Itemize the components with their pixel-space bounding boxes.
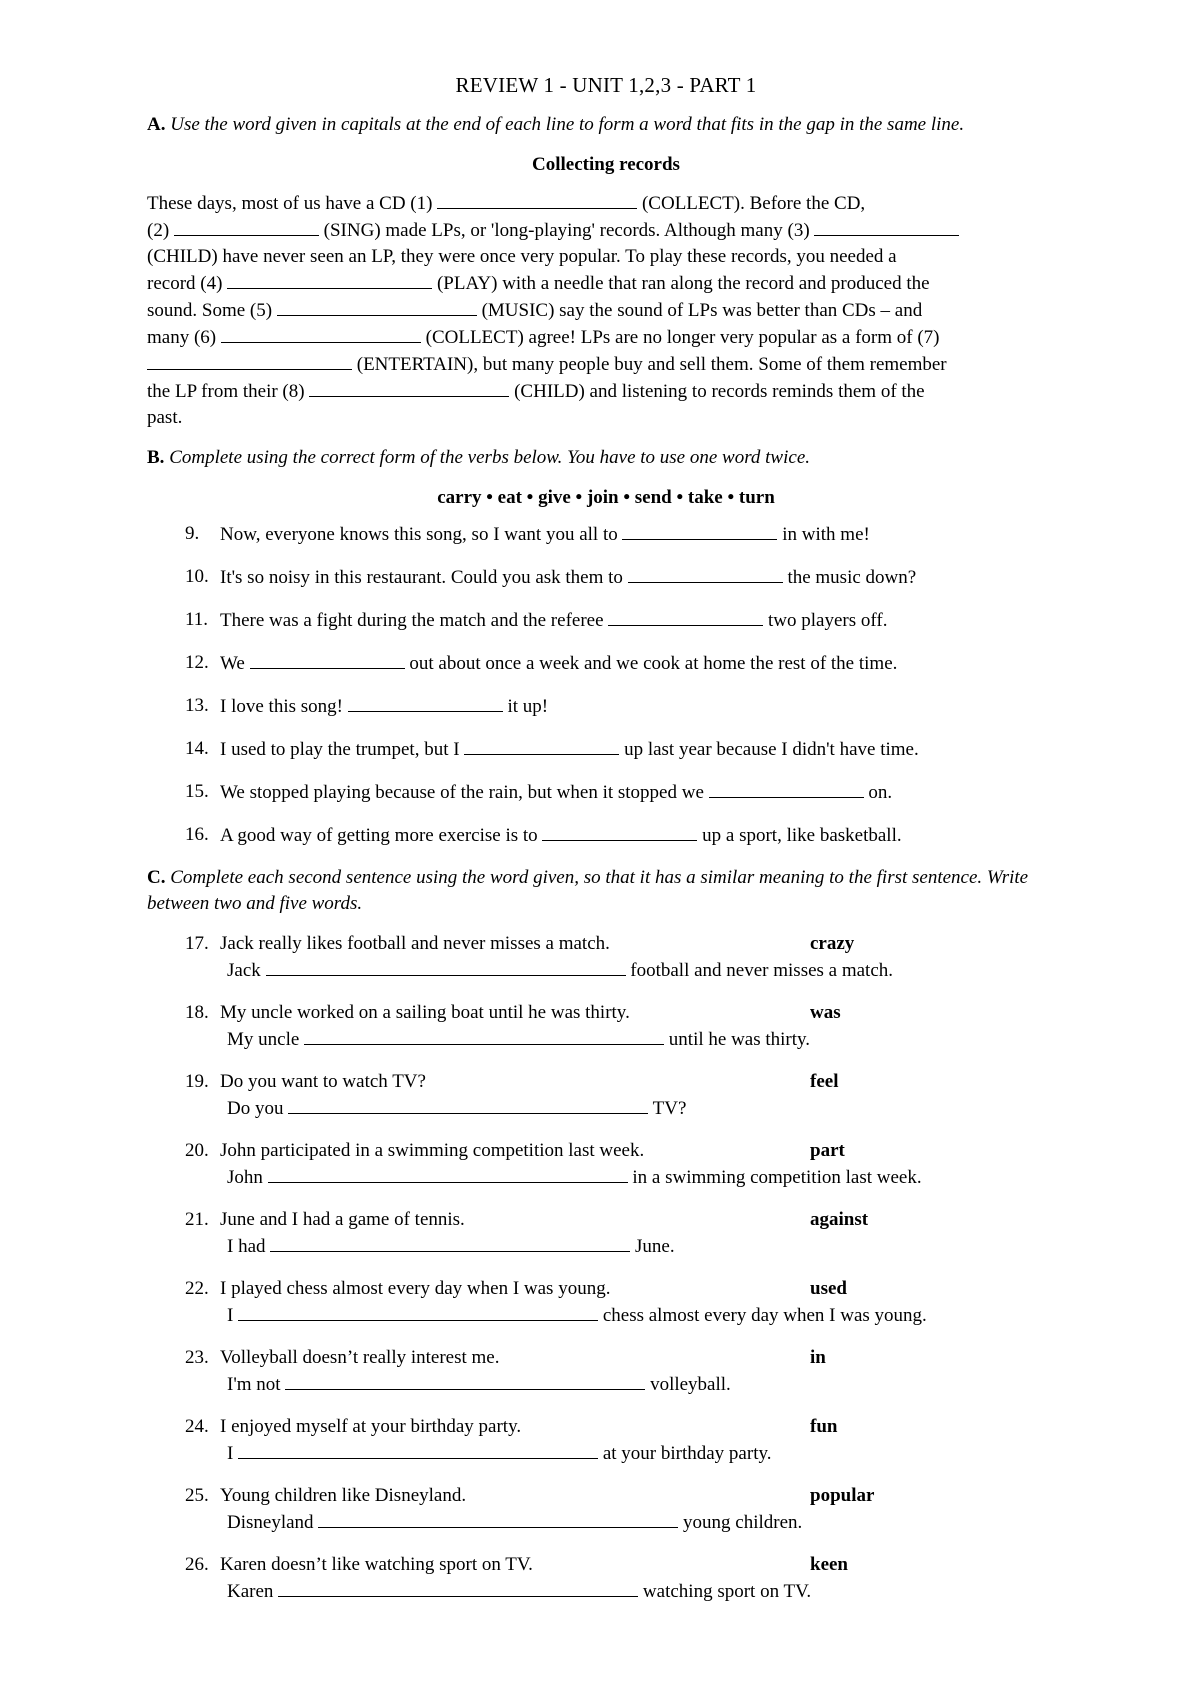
answer-blank[interactable] xyxy=(318,1509,678,1528)
question-number: 22. xyxy=(185,1278,209,1299)
question-number: 24. xyxy=(185,1416,209,1437)
rewrite-line: I at your birthday party. xyxy=(220,1440,1065,1467)
answer-blank[interactable] xyxy=(250,650,405,669)
answer-blank[interactable] xyxy=(238,1440,598,1459)
gap-7[interactable] xyxy=(147,351,352,370)
rewrite-line: I'm not volleyball. xyxy=(220,1371,1065,1398)
answer-blank[interactable] xyxy=(285,1371,645,1390)
gap-1[interactable] xyxy=(437,190,637,209)
question-19 xyxy=(185,1069,1065,1122)
answer-blank[interactable] xyxy=(542,822,697,841)
passage-line: (ENTERTAIN), but many people buy and sell them. Some of them remember xyxy=(147,351,1065,378)
question-25 xyxy=(185,1483,1065,1536)
question-13: 13. I love this song! it up! xyxy=(185,695,549,717)
question-24 xyxy=(185,1414,1065,1467)
section-a-instruction-text: Use the word given in capitals at the end of each line to form a word that fits in the gap in the same line. xyxy=(170,114,965,135)
rewrite-line: I chess almost every day when I was young. xyxy=(220,1302,1065,1329)
gap-3[interactable] xyxy=(814,217,959,236)
answer-blank[interactable] xyxy=(608,607,763,626)
passage-line: record (4) (PLAY) with a needle that ran along the record and produced the xyxy=(147,270,1065,297)
rewrite-line: Karen watching sport on TV. xyxy=(220,1578,1065,1605)
answer-blank[interactable] xyxy=(348,693,503,712)
passage xyxy=(147,190,1065,431)
passage-line: These days, most of us have a CD (1) (COLLECT). Before the CD, xyxy=(147,190,1065,217)
section-c-instruction-text: Complete each second sentence using the word given, so that it has a similar meaning to the first sentence. Write between two and five words. xyxy=(147,867,1029,914)
question-16: 16. A good way of getting more exercise is to up a sport, like basketball. xyxy=(185,824,902,846)
question-number: 25. xyxy=(185,1485,209,1506)
answer-blank[interactable] xyxy=(270,1233,630,1252)
question-15: 15. We stopped playing because of the rain, but when it stopped we on. xyxy=(185,781,893,803)
answer-blank[interactable] xyxy=(464,736,619,755)
original-sentence: Jack really likes football and never misses a match. xyxy=(220,933,610,954)
original-sentence: Do you want to watch TV? xyxy=(220,1071,426,1092)
original-sentence: My uncle worked on a sailing boat until he was thirty. xyxy=(220,1002,630,1023)
question-number: 23. xyxy=(185,1347,209,1368)
gap-6[interactable] xyxy=(221,324,421,343)
answer-blank[interactable] xyxy=(709,779,864,798)
section-c-items xyxy=(147,931,1065,1605)
key-word: used xyxy=(810,1278,847,1299)
question-number: 19. xyxy=(185,1071,209,1092)
question-17 xyxy=(185,931,1065,984)
question-20 xyxy=(185,1138,1065,1191)
question-22 xyxy=(185,1276,1065,1329)
original-sentence: Young children like Disneyland. xyxy=(220,1485,467,1506)
section-b-instruction-text: Complete using the correct form of the verbs below. You have to use one word twice. xyxy=(169,447,811,468)
answer-blank[interactable] xyxy=(304,1026,664,1045)
question-14: 14. I used to play the trumpet, but I up last year because I didn't have time. xyxy=(185,738,919,760)
rewrite-line: Jack football and never misses a match. xyxy=(220,957,1065,984)
answer-blank[interactable] xyxy=(278,1578,638,1597)
passage-line: (CHILD) have never seen an LP, they were once very popular. To play these records, you needed a xyxy=(147,246,897,267)
rewrite-line: Disneyland young children. xyxy=(220,1509,1065,1536)
question-number: 21. xyxy=(185,1209,209,1230)
question-number: 18. xyxy=(185,1002,209,1023)
original-sentence: I enjoyed myself at your birthday party. xyxy=(220,1416,522,1437)
question-9: 9. Now, everyone knows this song, so I want you all to in with me! xyxy=(185,523,870,545)
key-word: popular xyxy=(810,1485,875,1506)
gap-5[interactable] xyxy=(277,297,477,316)
original-sentence: I played chess almost every day when I was young. xyxy=(220,1278,611,1299)
key-word: fun xyxy=(810,1416,838,1437)
key-word: feel xyxy=(810,1071,839,1092)
question-10: 10. It's so noisy in this restaurant. Could you ask them to the music down? xyxy=(185,566,917,588)
key-word: was xyxy=(810,1002,841,1023)
key-word: keen xyxy=(810,1554,848,1575)
section-c-letter: C. xyxy=(147,867,166,888)
answer-blank[interactable] xyxy=(288,1095,648,1114)
original-sentence: June and I had a game of tennis. xyxy=(220,1209,465,1230)
key-word: in xyxy=(810,1347,826,1368)
answer-blank[interactable] xyxy=(622,521,777,540)
key-word: part xyxy=(810,1140,845,1161)
gap-4[interactable] xyxy=(227,270,432,289)
question-number: 26. xyxy=(185,1554,209,1575)
section-b-instruction xyxy=(147,445,1065,471)
verb-list: carry • eat • give • join • send • take • turn xyxy=(437,487,775,508)
answer-blank[interactable] xyxy=(268,1164,628,1183)
passage-title: Collecting records xyxy=(532,154,680,175)
question-21 xyxy=(185,1207,1065,1260)
page-title: REVIEW 1 - UNIT 1,2,3 - PART 1 xyxy=(455,73,757,97)
original-sentence: John participated in a swimming competition last week. xyxy=(220,1140,645,1161)
key-word: against xyxy=(810,1209,869,1230)
rewrite-line: Do you TV? xyxy=(220,1095,1065,1122)
original-sentence: Karen doesn’t like watching sport on TV. xyxy=(220,1554,533,1575)
answer-blank[interactable] xyxy=(628,564,783,583)
gap-8[interactable] xyxy=(309,378,509,397)
answer-blank[interactable] xyxy=(238,1302,598,1321)
section-c-instruction xyxy=(147,865,1065,917)
passage-line: (2) (SING) made LPs, or 'long-playing' records. Although many (3) xyxy=(147,217,1065,244)
passage-line: sound. Some (5) (MUSIC) say the sound of LPs was better than CDs – and xyxy=(147,297,1065,324)
section-b-letter: B. xyxy=(147,447,165,468)
section-b-items xyxy=(147,521,1065,849)
rewrite-line: John in a swimming competition last week. xyxy=(220,1164,1065,1191)
gap-2[interactable] xyxy=(174,217,319,236)
question-23 xyxy=(185,1345,1065,1398)
rewrite-line: I had June. xyxy=(220,1233,1065,1260)
question-number: 17. xyxy=(185,933,209,954)
passage-line: the LP from their (8) (CHILD) and listening to records reminds them of the xyxy=(147,378,1065,405)
question-number: 20. xyxy=(185,1140,209,1161)
original-sentence: Volleyball doesn’t really interest me. xyxy=(220,1347,500,1368)
question-11: 11. There was a fight during the match and the referee two players off. xyxy=(185,609,888,631)
passage-line: past. xyxy=(147,407,183,428)
section-a-instruction xyxy=(147,112,1065,138)
section-a-letter: A. xyxy=(147,114,166,135)
question-18 xyxy=(185,1000,1065,1053)
question-12: 12. We out about once a week and we cook at home the rest of the time. xyxy=(185,652,898,674)
key-word: crazy xyxy=(810,933,855,954)
answer-blank[interactable] xyxy=(266,957,626,976)
question-26 xyxy=(185,1552,1065,1605)
rewrite-line: My uncle until he was thirty. xyxy=(220,1026,1065,1053)
passage-line: many (6) (COLLECT) agree! LPs are no longer very popular as a form of (7) xyxy=(147,324,1065,351)
